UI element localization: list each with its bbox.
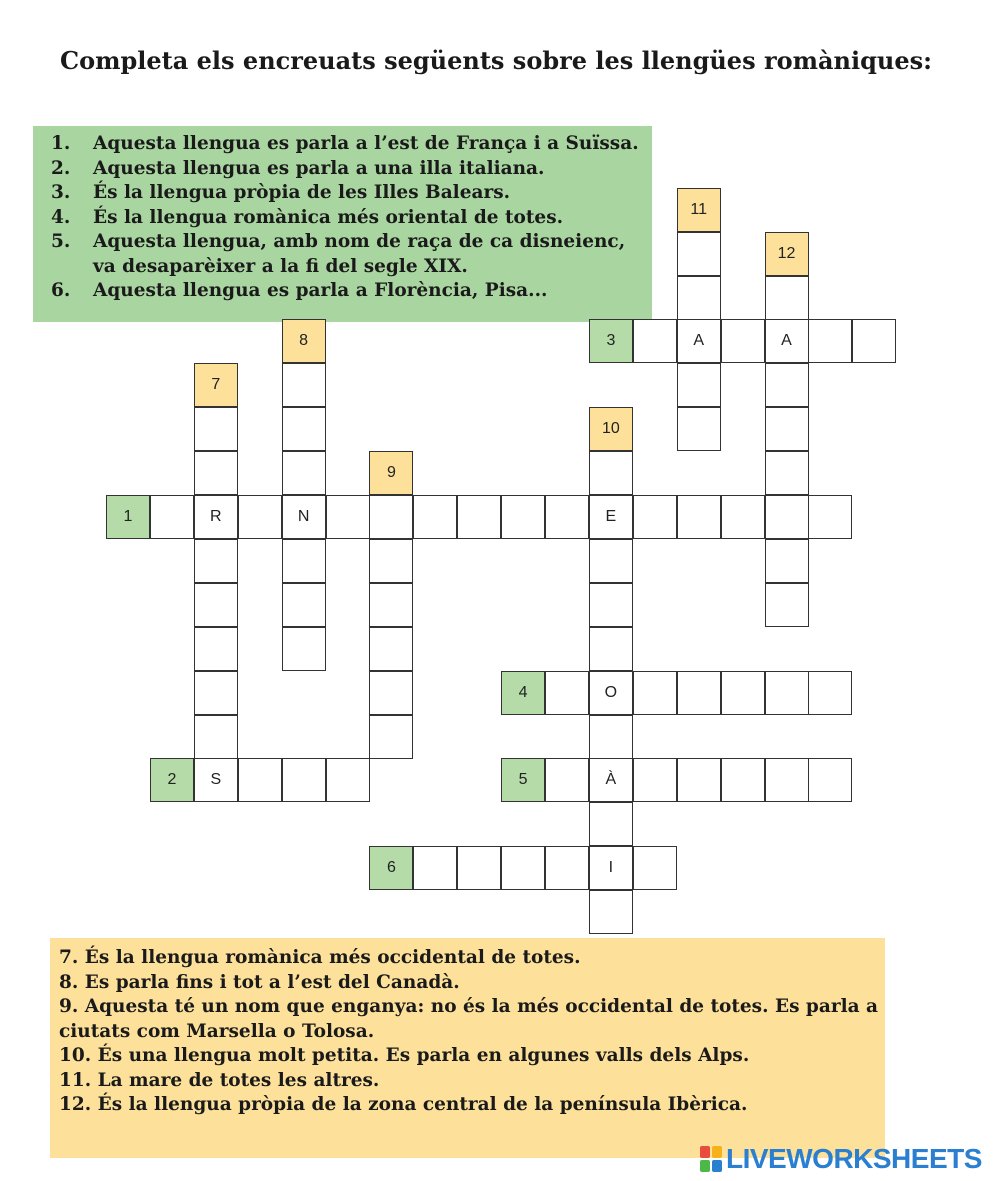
clue-down-11: 11. La mare de totes les altres.	[59, 1069, 380, 1091]
clue-down-7: 7. És la llengua romànica més occidental de totes.	[59, 947, 581, 968]
answer-cell[interactable]	[677, 671, 721, 715]
answer-cell[interactable]	[282, 363, 326, 407]
logo-badge-icon	[700, 1146, 722, 1172]
answer-cell[interactable]	[633, 671, 677, 715]
number-10-cell: 10	[589, 407, 633, 451]
answer-cell[interactable]	[765, 451, 809, 495]
number-8-cell: 8	[282, 319, 326, 363]
answer-cell[interactable]	[194, 671, 238, 715]
answer-cell[interactable]	[765, 758, 809, 802]
clue-down-9-cont: ciutats com Marsella o Tolosa.	[59, 1020, 375, 1042]
answer-cell[interactable]	[194, 539, 238, 583]
clue-down-10: 10. És una llengua molt petita. Es parla en algunes valls dels Alps.	[59, 1045, 750, 1066]
answer-cell[interactable]	[369, 671, 413, 715]
clue-across-1: 1. Aquesta llengua es parla a l’est de França i a Suïssa.	[51, 133, 639, 154]
answer-cell[interactable]	[369, 715, 413, 759]
answer-cell[interactable]	[282, 451, 326, 495]
answer-cell[interactable]	[808, 319, 852, 363]
answer-cell[interactable]	[282, 758, 326, 802]
letter-cell[interactable]: O	[589, 671, 633, 715]
clues-down-panel	[50, 938, 885, 1158]
answer-cell[interactable]	[765, 671, 809, 715]
answer-cell[interactable]	[369, 627, 413, 671]
logo-text: LIVEWORKSHEETS	[726, 1143, 982, 1174]
number-5-cell: 5	[501, 758, 545, 802]
answer-cell[interactable]	[413, 846, 457, 890]
answer-cell[interactable]	[589, 451, 633, 495]
letter-cell[interactable]: R	[194, 495, 238, 539]
clue-down-8: 8. Es parla fins i tot a l’est del Canadà.	[59, 971, 460, 993]
answer-cell[interactable]	[194, 715, 238, 759]
answer-cell[interactable]	[589, 802, 633, 846]
letter-cell[interactable]: À	[589, 758, 633, 802]
letter-cell[interactable]: N	[282, 495, 326, 539]
answer-cell[interactable]	[545, 671, 589, 715]
clue-down-9: 9. Aquesta té un nom que enganya: no és la més occidental de totes. Es parla a	[59, 996, 879, 1017]
answer-cell[interactable]	[589, 583, 633, 627]
answer-cell[interactable]	[677, 407, 721, 451]
clue-across-3: 3. És la llengua pròpia de les Illes Balears.	[51, 182, 511, 203]
liveworksheets-logo	[700, 1143, 982, 1175]
answer-cell[interactable]	[589, 627, 633, 671]
answer-cell[interactable]	[194, 407, 238, 451]
answer-cell[interactable]	[282, 627, 326, 671]
number-9-cell: 9	[369, 451, 413, 495]
answer-cell[interactable]	[545, 758, 589, 802]
answer-cell[interactable]	[765, 407, 809, 451]
answer-cell[interactable]	[721, 319, 765, 363]
number-12-cell: 12	[765, 232, 809, 276]
answer-cell[interactable]	[677, 276, 721, 320]
answer-cell[interactable]	[765, 583, 809, 627]
answer-cell[interactable]	[369, 583, 413, 627]
number-1-cell: 1	[106, 495, 150, 539]
answer-cell[interactable]	[677, 232, 721, 276]
number-11-cell: 11	[677, 188, 721, 232]
answer-cell[interactable]	[765, 539, 809, 583]
clue-across-4: 4. És la llengua romànica més oriental de totes.	[51, 206, 564, 228]
letter-cell[interactable]: A	[765, 319, 809, 363]
number-6-cell: 6	[369, 846, 413, 890]
answer-cell[interactable]	[282, 539, 326, 583]
letter-cell[interactable]: I	[589, 846, 633, 890]
number-2-cell: 2	[150, 758, 194, 802]
answer-cell[interactable]	[721, 758, 765, 802]
answer-cell[interactable]	[589, 890, 633, 934]
answer-cell[interactable]	[633, 495, 677, 539]
clue-across-5-cont: va desaparèixer a la fi del segle XIX.	[93, 255, 468, 277]
answer-cell[interactable]	[194, 451, 238, 495]
answer-cell[interactable]	[150, 495, 194, 539]
answer-cell[interactable]	[413, 495, 457, 539]
answer-cell[interactable]	[369, 495, 413, 539]
clues-across-panel	[33, 126, 652, 322]
letter-cell[interactable]: S	[194, 758, 238, 802]
letter-cell[interactable]: A	[677, 319, 721, 363]
answer-cell[interactable]	[721, 671, 765, 715]
clue-across-6: 6. Aquesta llengua es parla a Florència, Pisa...	[51, 280, 548, 301]
answer-cell[interactable]	[501, 495, 545, 539]
answer-cell[interactable]	[808, 495, 852, 539]
letter-cell[interactable]: E	[589, 495, 633, 539]
number-7-cell: 7	[194, 363, 238, 407]
answer-cell[interactable]	[545, 495, 589, 539]
number-3-cell: 3	[589, 319, 633, 363]
answer-cell[interactable]	[282, 583, 326, 627]
answer-cell[interactable]	[589, 539, 633, 583]
answer-cell[interactable]	[633, 319, 677, 363]
answer-cell[interactable]	[808, 671, 852, 715]
answer-cell[interactable]	[457, 846, 501, 890]
clue-across-2: 2. Aquesta llengua es parla a una illa italiana.	[51, 157, 545, 179]
answer-cell[interactable]	[282, 407, 326, 451]
answer-cell[interactable]	[194, 627, 238, 671]
answer-cell[interactable]	[677, 495, 721, 539]
answer-cell[interactable]	[765, 276, 809, 320]
answer-cell[interactable]	[633, 758, 677, 802]
answer-cell[interactable]	[852, 319, 896, 363]
answer-cell[interactable]	[369, 539, 413, 583]
answer-cell[interactable]	[194, 583, 238, 627]
answer-cell[interactable]	[238, 495, 282, 539]
page-title: Completa els encreuats següents sobre les llengües romàniques:	[60, 46, 932, 75]
answer-cell[interactable]	[765, 495, 809, 539]
answer-cell[interactable]	[238, 758, 282, 802]
answer-cell[interactable]	[633, 846, 677, 890]
number-4-cell: 4	[501, 671, 545, 715]
answer-cell[interactable]	[808, 758, 852, 802]
answer-cell[interactable]	[326, 758, 370, 802]
clue-across-5: 5. Aquesta llengua, amb nom de raça de ca disneienc,	[51, 231, 626, 252]
answer-cell[interactable]	[501, 846, 545, 890]
answer-cell[interactable]	[326, 495, 370, 539]
answer-cell[interactable]	[677, 363, 721, 407]
answer-cell[interactable]	[545, 846, 589, 890]
answer-cell[interactable]	[765, 363, 809, 407]
clue-down-12: 12. És la llengua pròpia de la zona central de la península Ibèrica.	[59, 1094, 748, 1115]
answer-cell[interactable]	[457, 495, 501, 539]
answer-cell[interactable]	[589, 715, 633, 759]
answer-cell[interactable]	[677, 758, 721, 802]
answer-cell[interactable]	[721, 495, 765, 539]
